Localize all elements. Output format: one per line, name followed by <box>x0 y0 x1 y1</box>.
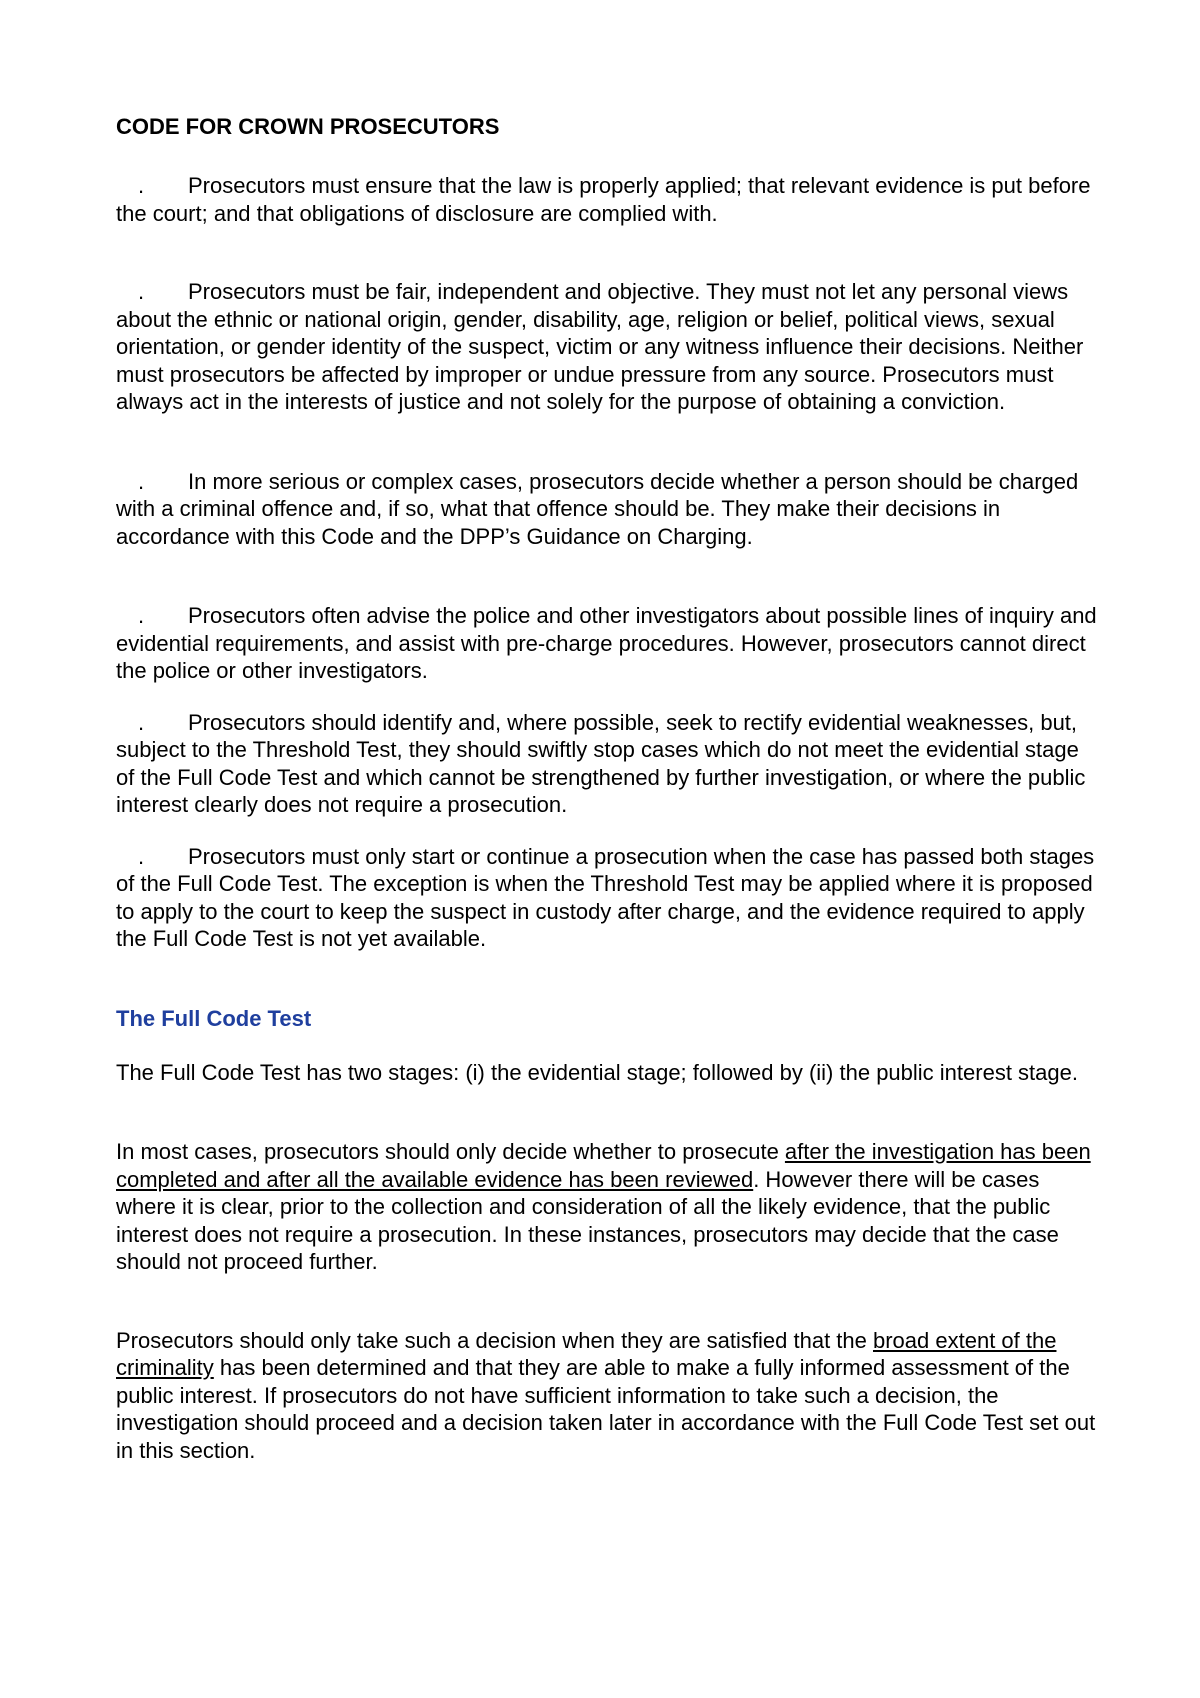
paragraph-text-start: Prosecutors should only take such a decision when they are satisfied that the <box>116 1327 873 1353</box>
paragraph-text-end: has been determined and that they are able to make a fully informed assessment of the public interest. If prosecutors do not have sufficient information to take such a decision, the investigation should proceed and a decision taken later in accordance with the Full Code Test set out in this section. <box>116 1355 1096 1463</box>
document-body <box>116 113 1098 1464</box>
section-paragraph-3 <box>116 1327 1098 1465</box>
paragraph-text: Prosecutors often advise the police and other investigators about possible lines of inquiry and evidential requirements, and assist with pre-charge procedures. However, prosecutors cannot direct the police or other investigators. <box>116 603 1097 683</box>
paragraph-text-end: . However there will be cases where it is clear, prior to the collection and consideration of all the likely evidence, that the public interest does not require a prosecution. In these instances, prosecutors may decide that the case should not proceed further. <box>116 1166 1059 1274</box>
section-paragraph-2 <box>116 1138 1098 1276</box>
numbered-paragraph-1 <box>116 172 1098 227</box>
document-title: CODE FOR CROWN PROSECUTORS <box>116 114 500 139</box>
paragraph-marker: . <box>138 603 145 628</box>
paragraph-marker: . <box>138 279 145 304</box>
section-heading: The Full Code Test <box>116 1005 312 1031</box>
paragraph-text: Prosecutors must only start or continue a prosecution when the case has passed both stages of the Full Code Test. The exception is when the Threshold Test may be applied where it is proposed to apply to the court to keep the suspect in custody after charge, and the evidence required to apply the Full Code Test is not yet available. <box>116 843 1095 951</box>
underlined-phrase: broad extent of the criminality <box>116 1327 1057 1380</box>
paragraph-marker: . <box>138 173 145 198</box>
numbered-paragraph-4 <box>116 602 1098 685</box>
underlined-phrase: after the investigation has been completed and after all the available evidence has been reviewed <box>116 1139 1091 1192</box>
numbered-paragraph-5 <box>116 709 1098 819</box>
paragraph-marker: . <box>138 468 145 494</box>
paragraph-text-start: In most cases, prosecutors should only decide whether to prosecute <box>116 1139 785 1164</box>
section-paragraph-1: The Full Code Test has two stages: (i) the evidential stage; followed by (ii) the public interest stage. <box>116 1059 1078 1085</box>
paragraph-text: Prosecutors must ensure that the law is properly applied; that relevant evidence is put before the court; and that obligations of disclosure are complied with. <box>116 173 1091 226</box>
numbered-paragraph-2 <box>116 278 1098 416</box>
paragraph-marker: . <box>138 843 145 869</box>
numbered-paragraph-6 <box>116 843 1098 953</box>
paragraph-text: In more serious or complex cases, prosecutors decide whether a person should be charged with a criminal offence and, if so, what that offence should be. They make their decisions in accordance with this Code and the DPP’s Guidance on Charging. <box>116 468 1079 549</box>
paragraph-marker: . <box>138 709 145 735</box>
paragraph-text: Prosecutors should identify and, where possible, seek to rectify evidential weaknesses, but, subject to the Threshold Test, they should swiftly stop cases which do not meet the evidential stage of the Full Code Test and which cannot be strengthened by further investigation, or where the public interest clearly does not require a prosecution. <box>116 709 1086 817</box>
numbered-paragraph-3 <box>116 468 1098 551</box>
paragraph-text: Prosecutors must be fair, independent and objective. They must not let any personal views about the ethnic or national origin, gender, disability, age, religion or belief, political views, sexual orientation, or gender identity of the suspect, victim or any witness influence their decisions. Neither must prosecutors be affected by improper or undue pressure from any source. Prosecutors must always act in the interests of justice and not solely for the purpose of obtaining a conviction. <box>116 279 1084 414</box>
